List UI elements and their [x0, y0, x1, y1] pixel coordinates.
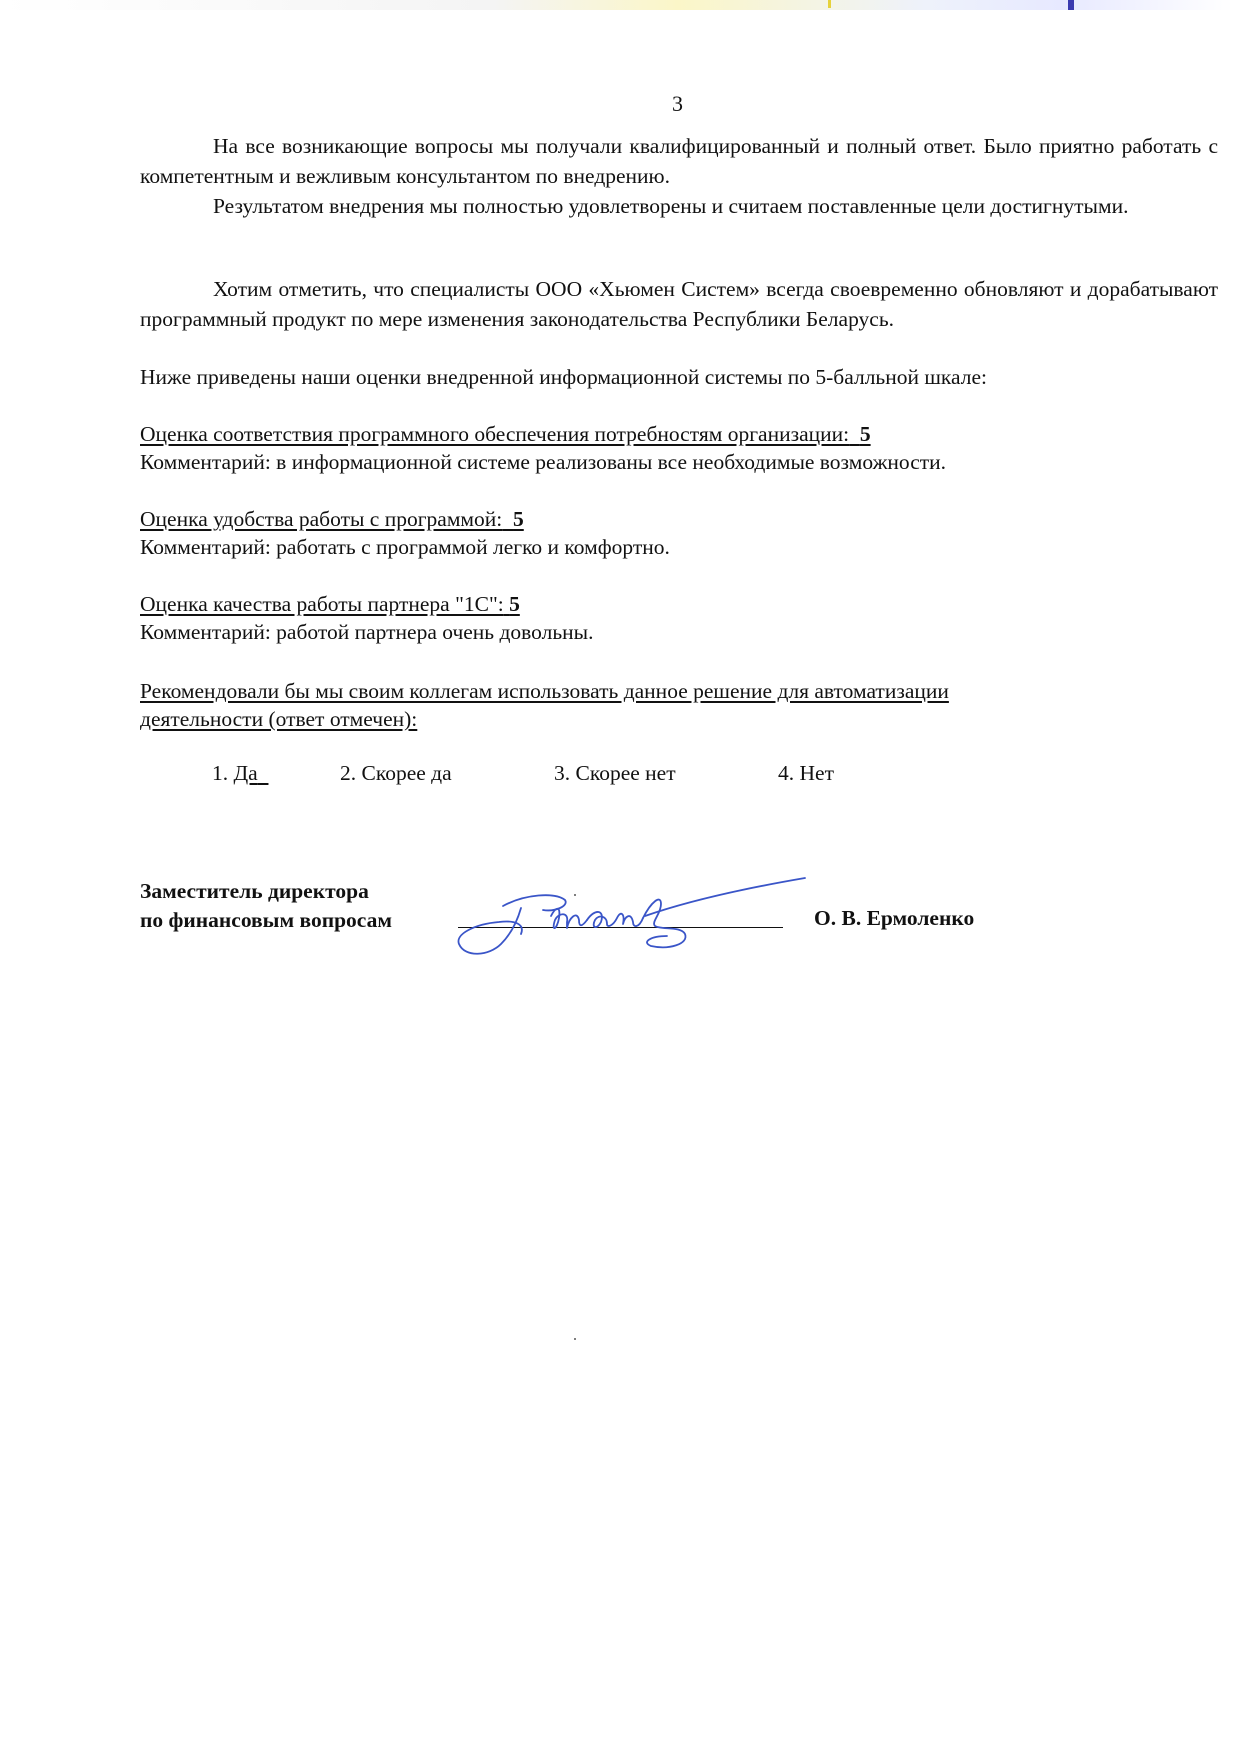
option-number: 1.	[212, 761, 229, 785]
option-no	[778, 761, 834, 786]
rating-score: 5	[859, 422, 871, 446]
rating-label: Оценка соответствия программного обеспечения потребностям организации:	[140, 422, 850, 446]
scan-mark	[828, 0, 831, 8]
rating-comment: Комментарий: в информационной системе реализованы все необходимые возможности.	[140, 450, 947, 474]
signatory-title	[140, 877, 392, 935]
rating-item	[140, 504, 524, 534]
rating-comment: Комментарий: работой партнера очень довольны.	[140, 620, 594, 644]
rating-label: Оценка удобства работы с программой:	[140, 507, 503, 531]
paragraph-ratings-intro: Ниже приведены наши оценки внедренной информационной системы по 5-балльной шкале:	[140, 365, 988, 389]
rating-score: 5	[509, 592, 520, 616]
option-rather-no	[554, 761, 676, 786]
scan-speck	[574, 894, 576, 896]
handwritten-signature	[455, 872, 815, 962]
recommendation-question: Рекомендовали бы мы своим коллегам использовать данное решение для автоматизации	[140, 679, 949, 703]
signatory-title-line: по финансовым вопросам	[140, 908, 392, 932]
rating-item	[140, 589, 520, 619]
option-text-selected: Да	[233, 761, 258, 785]
option-number: 3.	[554, 761, 571, 785]
option-text: Нет	[799, 761, 834, 785]
option-text: Скорее да	[361, 761, 452, 785]
signatory-title-line: Заместитель директора	[140, 879, 369, 903]
page-number: 3	[672, 91, 683, 116]
scan-edge-strip	[0, 0, 1233, 10]
paragraph-answers: На все возникающие вопросы мы получали квалифицированный и полный ответ. Было приятно работать с компетентным и вежливым консультантом по внедрению.	[140, 134, 1218, 188]
paragraph-updates: Хотим отметить, что специалисты ООО «Хьюмен Систем» всегда своевременно обновляют и дорабатывают программный продукт по мере изменения законодательства Республики Беларусь.	[140, 277, 1218, 331]
paragraph-result: Результатом внедрения мы полностью удовлетворены и считаем поставленные цели достигнутыми.	[213, 194, 1129, 218]
rating-item	[140, 419, 871, 449]
recommendation-question: деятельности (ответ отмечен):	[140, 707, 418, 731]
scan-mark	[1068, 0, 1074, 10]
option-yes	[212, 761, 268, 786]
option-number: 2.	[340, 761, 357, 785]
rating-label: Оценка качества работы партнера "1С":	[140, 592, 504, 616]
signatory-name: О. В. Ермоленко	[814, 906, 975, 930]
rating-score: 5	[513, 507, 524, 531]
option-number: 4.	[778, 761, 795, 785]
rating-comment: Комментарий: работать с программой легко и комфортно.	[140, 535, 670, 559]
option-text: Скорее нет	[575, 761, 676, 785]
scan-speck	[574, 1338, 576, 1340]
option-rather-yes	[340, 761, 452, 786]
